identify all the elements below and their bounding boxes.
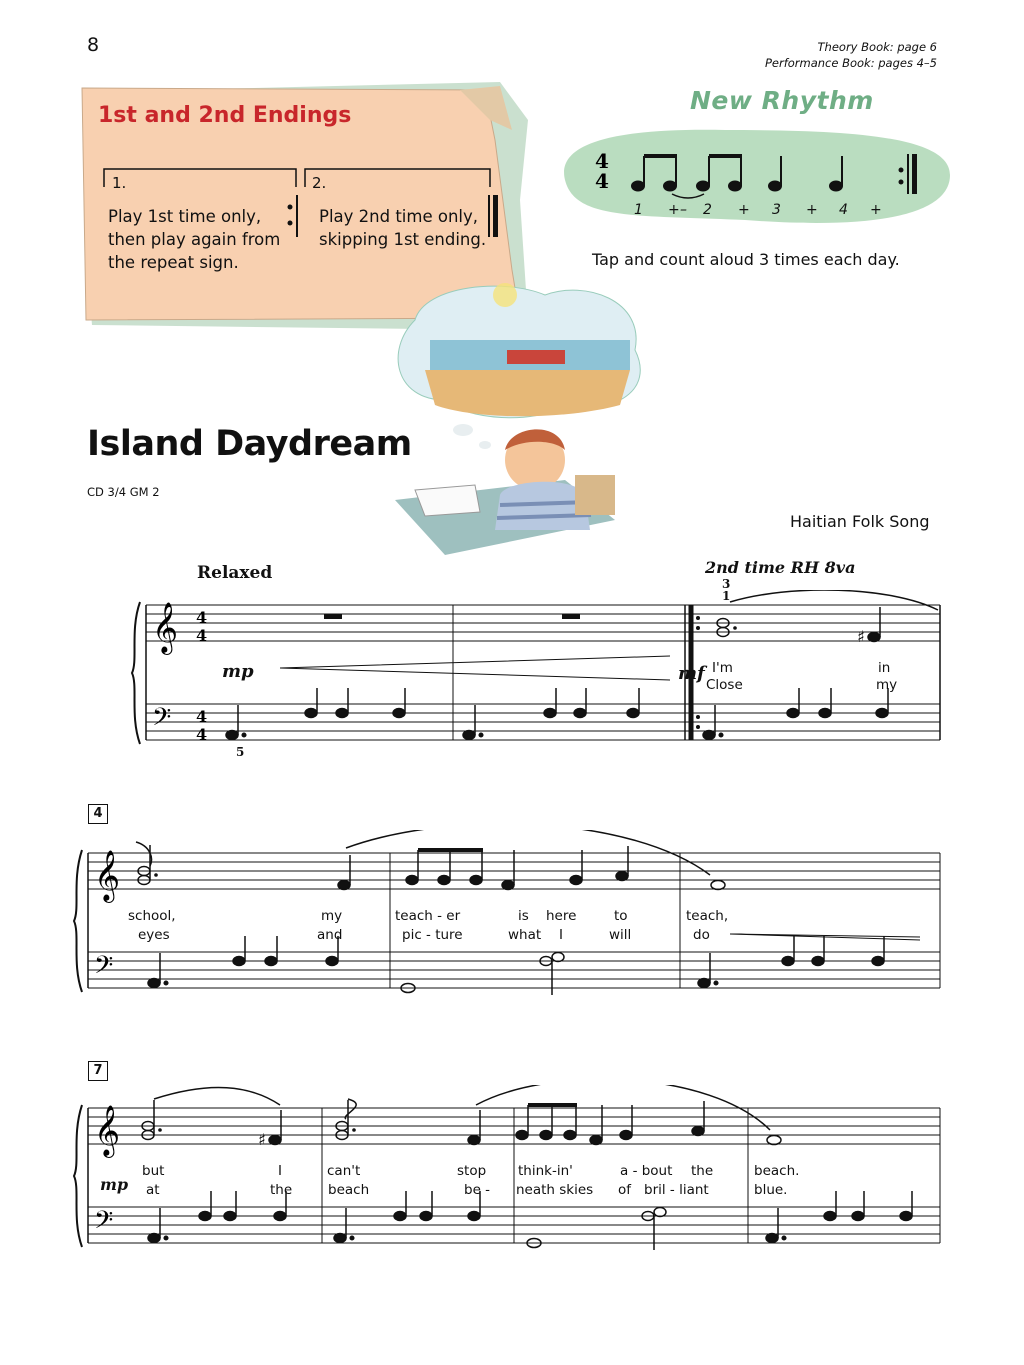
lyric: think-in' bbox=[518, 1163, 573, 1179]
lyric: my bbox=[876, 677, 898, 693]
count-and: + bbox=[668, 202, 680, 218]
tempo-marking: Relaxed bbox=[197, 563, 273, 583]
count-and: + bbox=[806, 202, 818, 218]
dynamic-mp: mp bbox=[222, 661, 254, 682]
performance-book-ref: Performance Book: pages 4–5 bbox=[764, 56, 937, 70]
tap-instruction: Tap and count aloud 3 times each day. bbox=[592, 250, 900, 269]
lyric: stop bbox=[457, 1163, 487, 1179]
ending-1-line: Play 1st time only, bbox=[108, 207, 262, 226]
svg-text:𝄢: 𝄢 bbox=[94, 1206, 114, 1241]
count-4: 4 bbox=[839, 202, 848, 218]
svg-text:𝄢: 𝄢 bbox=[152, 703, 172, 738]
endings-title: 1st and 2nd Endings bbox=[98, 103, 352, 128]
lyric: to bbox=[614, 908, 628, 924]
lyric: will bbox=[609, 927, 632, 943]
lyric: but bbox=[142, 1163, 165, 1179]
count-and: + bbox=[738, 202, 750, 218]
lyric: is bbox=[518, 908, 529, 924]
lyric: can't bbox=[327, 1163, 361, 1179]
ending-1-line: then play again from bbox=[108, 230, 281, 249]
svg-text:♯: ♯ bbox=[857, 627, 865, 646]
lyric: blue. bbox=[754, 1182, 788, 1198]
lyric: and bbox=[317, 927, 343, 943]
svg-text:4: 4 bbox=[196, 608, 208, 627]
lyric: eyes bbox=[138, 927, 170, 943]
song-title: Island Daydream bbox=[87, 424, 412, 464]
lyric: I'm bbox=[712, 660, 733, 676]
svg-text:𝄢: 𝄢 bbox=[94, 951, 114, 986]
ending-2-line: skipping 1st ending. bbox=[319, 230, 487, 249]
lyric: beach bbox=[328, 1182, 370, 1198]
measure-number-4: 4 bbox=[88, 804, 108, 824]
dynamic-mf: mf bbox=[678, 663, 705, 684]
lyric: what bbox=[508, 927, 542, 943]
measure-number-7: 7 bbox=[88, 1061, 108, 1081]
ending-1-line: the repeat sign. bbox=[108, 253, 239, 272]
lyric: of bbox=[618, 1182, 632, 1198]
svg-text:♯: ♯ bbox=[258, 1130, 266, 1149]
music-system-2 bbox=[70, 830, 950, 1005]
lyric: the bbox=[270, 1182, 293, 1198]
rhythm-notation bbox=[590, 140, 930, 200]
ending-1-number: 1. bbox=[112, 174, 127, 192]
lyric: school, bbox=[128, 908, 176, 924]
lyric: bril - liant bbox=[644, 1182, 709, 1198]
svg-text:𝄞: 𝄞 bbox=[152, 602, 179, 653]
lyric: my bbox=[321, 908, 343, 924]
lyric: Close bbox=[706, 677, 743, 693]
lyric: teach, bbox=[686, 908, 729, 924]
svg-text:4: 4 bbox=[196, 626, 208, 645]
theory-book-ref: Theory Book: page 6 bbox=[817, 40, 937, 54]
octave-marking: 2nd time RH 8va bbox=[705, 558, 856, 577]
music-system-3 bbox=[70, 1085, 950, 1260]
lyric: a - bout bbox=[620, 1163, 673, 1179]
count-3: 3 bbox=[772, 202, 781, 218]
new-rhythm-title: New Rhythm bbox=[690, 86, 874, 115]
ending-2-text bbox=[319, 205, 486, 251]
count-tie: – bbox=[680, 202, 687, 218]
lyric: here bbox=[546, 908, 577, 924]
lyric: in bbox=[878, 660, 891, 676]
fingering-3: 3 bbox=[722, 577, 731, 591]
daydream-illustration bbox=[385, 280, 655, 580]
ending-2-line: Play 2nd time only, bbox=[319, 207, 478, 226]
svg-text:4: 4 bbox=[595, 169, 609, 193]
dynamic-mp-2: mp bbox=[100, 1175, 129, 1194]
svg-text:𝄞: 𝄞 bbox=[94, 1105, 121, 1156]
svg-text:4: 4 bbox=[595, 149, 609, 173]
ending-1-text bbox=[108, 205, 280, 274]
song-origin: Haitian Folk Song bbox=[790, 512, 930, 531]
count-1: 1 bbox=[634, 202, 643, 218]
lyric: at bbox=[146, 1182, 160, 1198]
lyric: be - bbox=[464, 1182, 491, 1198]
lyric: I bbox=[559, 927, 563, 943]
lyric: neath skies bbox=[516, 1182, 594, 1198]
count-2: 2 bbox=[703, 202, 712, 218]
page-number: 8 bbox=[87, 34, 100, 56]
lyric: do bbox=[693, 927, 710, 943]
cd-track: CD 3/4 GM 2 bbox=[87, 485, 160, 499]
lyric: beach. bbox=[754, 1163, 800, 1179]
svg-text:4: 4 bbox=[196, 725, 208, 744]
bass-fingering: 5 bbox=[236, 745, 245, 759]
ending-2-number: 2. bbox=[312, 174, 327, 192]
svg-text:4: 4 bbox=[196, 707, 208, 726]
lyric: the bbox=[691, 1163, 714, 1179]
lyric: teach - er bbox=[395, 908, 461, 924]
count-and: + bbox=[870, 202, 882, 218]
lyric: pic - ture bbox=[402, 927, 463, 943]
fingering-1: 1 bbox=[722, 589, 731, 603]
lyric: I bbox=[278, 1163, 282, 1179]
svg-text:𝄞: 𝄞 bbox=[94, 850, 121, 901]
